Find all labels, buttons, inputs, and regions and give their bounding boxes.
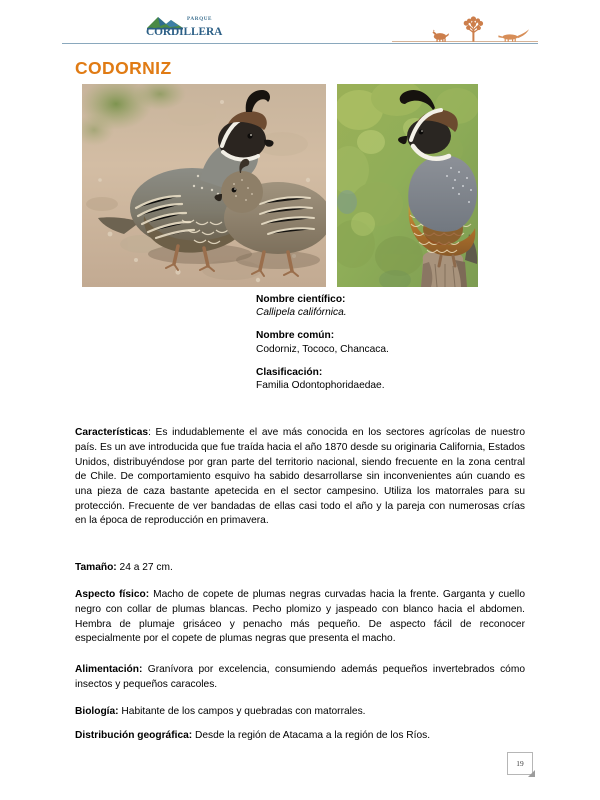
section-caracteristicas xyxy=(75,426,525,529)
page-title: CODORNIZ xyxy=(75,58,172,78)
quail-male-photo xyxy=(337,84,478,287)
scientific-name-group xyxy=(256,293,536,319)
classification-group xyxy=(256,366,536,392)
fox-icon xyxy=(433,30,450,42)
common-name-group xyxy=(256,329,536,355)
section-alimentacion xyxy=(75,663,525,692)
section-text-aspecto: Macho de copete de plumas negras curvadas hacia la frente. Garganta y cuello negro con collar de plumas blancas. Pecho plomizo y jaspeado con blanco hacia el abdomen. Hembra de plumaje grisáceo y penacho más pequeño. De aspecto fácil de reconocer especialmente por el copete de plumas negras que presenta el macho. xyxy=(75,589,525,645)
section-distribucion-geografica xyxy=(75,729,525,744)
section-label-alimentacion: Alimentación: xyxy=(75,664,143,676)
lizard-icon xyxy=(498,29,529,42)
folded-corner-icon xyxy=(528,770,535,777)
page-number-text: 19 xyxy=(516,759,524,768)
common-name-value: Codorniz, Tococo, Chancaca. xyxy=(256,343,389,355)
section-biologia xyxy=(75,705,525,720)
section-text-alimentacion: Granívora por excelencia, consumiendo además pequeños invertebrados cómo insectos y pequeños caracoles. xyxy=(75,664,525,690)
section-text-distribucion: Desde la región de Atacama a la región de los Ríos. xyxy=(195,730,431,742)
header-decoration xyxy=(392,15,538,44)
scientific-name-value: Callipela califórnica. xyxy=(256,307,347,319)
section-label-distribucion: Distribución geográfica: xyxy=(75,730,193,742)
section-label-tamano: Tamaño: xyxy=(75,562,117,574)
logo-parque-word: PARQUE xyxy=(187,16,213,22)
logo-cordillera-word: CORDILLERA xyxy=(146,26,223,38)
header-divider xyxy=(62,43,538,44)
page-number-badge xyxy=(507,752,534,776)
parque-cordillera-logo xyxy=(146,13,242,43)
section-label-caracteristicas: Características xyxy=(75,427,149,439)
section-text-caracteristicas: Es indudablemente el ave más conocida en los sectores agrícolas de nuestro país. Es un ave introducida que fue traída hacia el año 1870 desde su originaria California, Estados Unidos, distribuyéndose por gran parte del territorio nacional, siendo frecuente en la zona central de Chile. De comportamiento esquivo ha sabido desarrollarse sin inconvenientes aún cuando es una pieza de caza bastante apetecida en el sector campesino. Utiliza los matorrales para su protección. Frecuente de ver bandadas de ellas casi todo el año y la pareja con numerosas crías en la época de reproducción en primavera. xyxy=(75,427,525,527)
quail-pair-photo xyxy=(82,84,326,287)
classification-label: Clasificación: xyxy=(256,366,323,378)
taxonomy-block xyxy=(256,293,536,392)
section-tamano xyxy=(75,561,525,576)
section-text-biologia: Habitante de los campos y quebradas con matorrales. xyxy=(121,706,366,718)
section-label-biologia: Biología: xyxy=(75,706,119,718)
section-aspecto-fisico xyxy=(75,588,525,647)
section-label-aspecto: Aspecto físico: xyxy=(75,589,150,601)
scientific-name-label: Nombre científico: xyxy=(256,294,346,305)
tree-icon xyxy=(464,16,483,41)
section-separator: : xyxy=(148,427,156,439)
section-text-tamano: 24 a 27 cm. xyxy=(119,562,173,574)
classification-value: Familia Odontophoridaedae. xyxy=(256,380,385,392)
common-name-label: Nombre común: xyxy=(256,330,335,342)
page-header xyxy=(62,12,538,48)
